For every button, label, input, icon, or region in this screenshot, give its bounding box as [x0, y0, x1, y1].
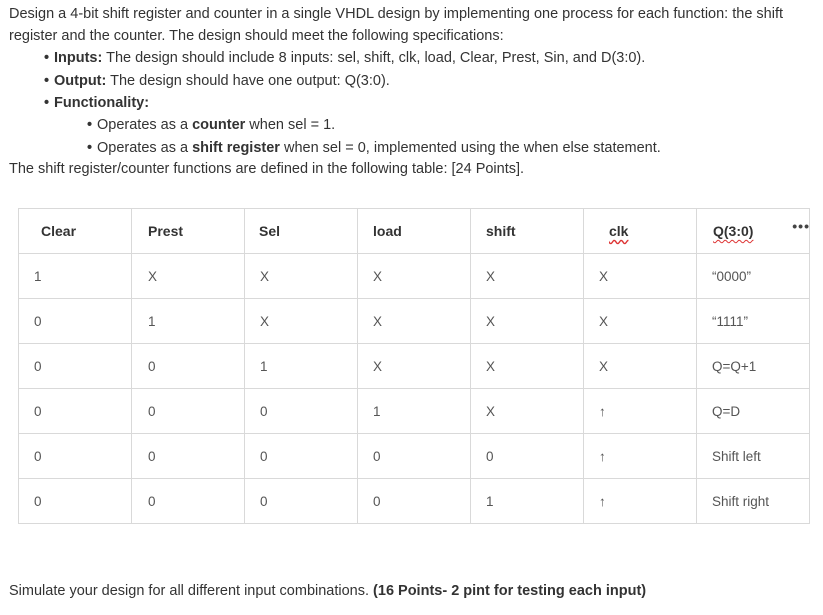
cell-prest: 0	[132, 389, 245, 434]
header-q-label: Q(3:0)	[713, 223, 754, 239]
cell-sel: X	[245, 299, 358, 344]
cell-q: “1111”	[697, 299, 810, 344]
cell-load: 0	[358, 434, 471, 479]
func-2-bold: shift register	[192, 139, 280, 156]
cell-clear: 0	[19, 389, 132, 434]
cell-clear: 0	[19, 344, 132, 389]
cell-clk: X	[584, 254, 697, 299]
header-shift: shift	[471, 209, 584, 254]
cell-clear: 0	[19, 434, 132, 479]
func-2-pre: Operates as a	[97, 139, 193, 156]
cell-q: Shift left	[697, 434, 810, 479]
cell-shift: X	[471, 299, 584, 344]
footer-text: Simulate your design for all different input combinations.	[9, 583, 374, 599]
cell-sel: X	[245, 254, 358, 299]
header-q	[697, 209, 810, 254]
cell-q: Q=Q+1	[697, 344, 810, 389]
header-prest: Prest	[132, 209, 245, 254]
cell-load: X	[358, 344, 471, 389]
functionality-label: Functionality:	[54, 95, 150, 111]
output-text: The design should have one output: Q(3:0).	[106, 72, 390, 89]
function-table	[18, 208, 810, 524]
spec-functionality	[44, 92, 645, 115]
cell-prest: 1	[132, 299, 245, 344]
cell-sel: 0	[245, 389, 358, 434]
question-intro: Design a 4-bit shift register and counter in a single VHDL design by implementing one process for each function: the shift register and the counter. The design should meet the following specifications:	[9, 6, 784, 44]
cell-prest: X	[132, 254, 245, 299]
cell-shift: X	[471, 389, 584, 434]
func-shift-register	[87, 137, 661, 160]
header-clk-label: clk	[609, 223, 629, 239]
table-row	[19, 479, 810, 524]
cell-q: Q=D	[697, 389, 810, 434]
spec-inputs	[44, 47, 645, 70]
cell-shift: X	[471, 344, 584, 389]
simulation-instruction	[9, 580, 646, 602]
cell-prest: 0	[132, 479, 245, 524]
header-clk	[584, 209, 697, 254]
more-options-icon[interactable]: •••	[792, 218, 810, 234]
spec-output	[44, 70, 645, 93]
func-2-post: when sel = 0, implemented using the when else statement.	[279, 139, 661, 156]
table-header-row	[19, 209, 810, 254]
cell-clk: X	[584, 299, 697, 344]
cell-load: X	[358, 299, 471, 344]
header-load: load	[358, 209, 471, 254]
inputs-label: Inputs:	[54, 50, 103, 66]
func-counter	[87, 114, 661, 137]
cell-shift: 0	[471, 434, 584, 479]
inputs-text: The design should include 8 inputs: sel, shift, clk, load, Clear, Prest, Sin, and D(3:0).	[102, 50, 646, 66]
func-1-bold: counter	[192, 117, 246, 133]
spec-list	[44, 47, 645, 115]
cell-sel: 1	[245, 344, 358, 389]
cell-clk: ↑	[584, 389, 697, 434]
cell-clear: 1	[19, 254, 132, 299]
cell-load: X	[358, 254, 471, 299]
cell-prest: 0	[132, 344, 245, 389]
cell-clear: 0	[19, 479, 132, 524]
cell-clk: X	[584, 344, 697, 389]
cell-sel: 0	[245, 479, 358, 524]
functionality-list	[87, 114, 661, 159]
table-row	[19, 434, 810, 479]
table-body	[19, 254, 810, 524]
header-sel: Sel	[245, 209, 358, 254]
cell-load: 1	[358, 389, 471, 434]
cell-q: “0000”	[697, 254, 810, 299]
table-row	[19, 299, 810, 344]
footer-points: (16 Points- 2 pint for testing each input)	[373, 583, 647, 599]
cell-shift: 1	[471, 479, 584, 524]
table-intro: The shift register/counter functions are defined in the following table: [24 Points].	[9, 161, 525, 177]
func-1-post: when sel = 1.	[245, 117, 336, 133]
cell-shift: X	[471, 254, 584, 299]
cell-sel: 0	[245, 434, 358, 479]
func-1-pre: Operates as a	[97, 117, 193, 133]
cell-clk: ↑	[584, 479, 697, 524]
output-label: Output:	[54, 72, 107, 89]
cell-q: Shift right	[697, 479, 810, 524]
table-row	[19, 389, 810, 434]
cell-clk: ↑	[584, 434, 697, 479]
cell-prest: 0	[132, 434, 245, 479]
header-clear: Clear	[19, 209, 132, 254]
cell-load: 0	[358, 479, 471, 524]
cell-clear: 0	[19, 299, 132, 344]
table-row	[19, 254, 810, 299]
table-row	[19, 344, 810, 389]
